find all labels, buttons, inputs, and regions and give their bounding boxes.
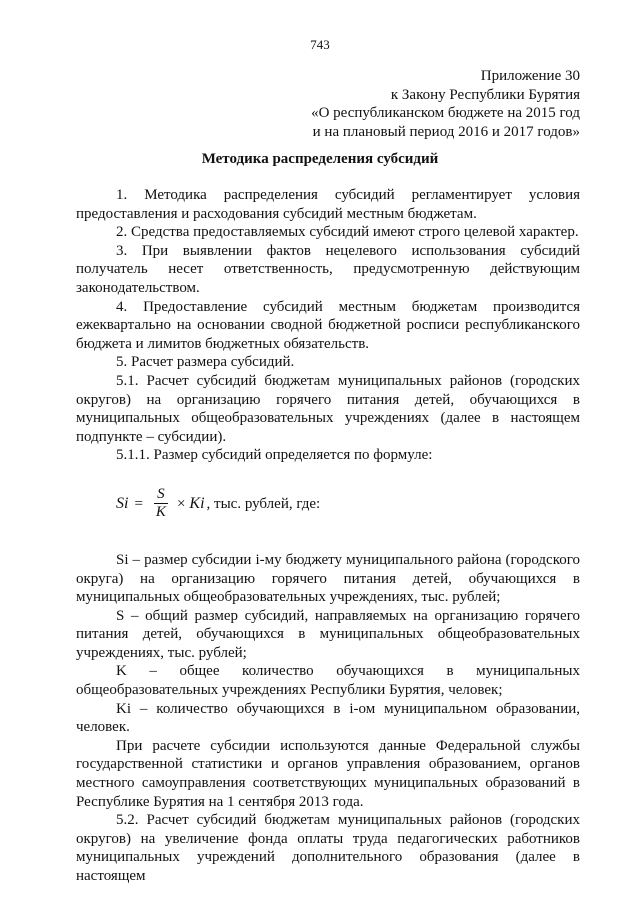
appendix-line: и на плановый период 2016 и 2017 годов» (312, 123, 580, 140)
formula-fraction (153, 486, 169, 521)
paragraph: 5. Расчет размера субсидий. (116, 354, 295, 371)
appendix-line: «О республиканском бюджете на 2015 год (311, 105, 580, 121)
paragraph: 1. Методика распределения субсидий регламентирует условия предоставления и расходования субсидий местным бюджетам. (76, 187, 580, 222)
formula-numerator: S (154, 486, 168, 504)
paragraph: K – общее количество обучающихся в муниципальных общеобразовательных учреждениях Республики Бурятия, человек; (76, 663, 580, 699)
paragraph: 5.1.1. Размер субсидий определяется по формуле: (116, 447, 433, 464)
appendix-header (140, 67, 580, 141)
document-body (76, 186, 580, 886)
paragraph: Ki – количество обучающихся в i-ом муниципальном образовании, человек. (76, 700, 580, 736)
document-title: Методика распределения субсидий (201, 151, 439, 167)
formula-factor: Ki (189, 494, 205, 512)
formula-lhs: Si (116, 494, 129, 512)
paragraph: 4. Предоставление субсидий местным бюджетам производится ежеквартально на основании сводной бюджетной росписи республиканского бюджета и лимитов бюджетных обязательств. (76, 298, 580, 352)
paragraph: Si – размер субсидии i-му бюджету муниципального района (городского округа) на организацию горячего питания детей, обучающихся в муниципальных общеобразовательных учреждениях, тыс. рублей; (76, 551, 580, 606)
formula-denominator: K (155, 504, 166, 521)
page-number: 743 (310, 37, 330, 52)
formula-tail: , тыс. рублей, где: (206, 495, 321, 512)
paragraph: При расчете субсидии используются данные Федеральной службы государственной статистики и органов управления образованием, органов местного самоуправления соответствующих муниципальных образований в Республике Бурятия на 1 сентября 2013 года. (76, 737, 580, 810)
paragraph: 5.2. Расчет субсидий бюджетам муниципальных районов (городских округов) на увеличение фонда оплаты труда педагогических работников муниципальных учреждений дополнительного образования (далее в настоящем (76, 812, 580, 884)
paragraph: 2. Средства предоставляемых субсидий имеют строго целевой характер. (116, 224, 579, 241)
paragraph: 5.1. Расчет субсидий бюджетам муниципальных районов (городских округов) на организацию горячего питания детей, обучающихся в муниципальных общеобразовательных учреждениях (далее в настоящем подпункте – субсидии). (76, 372, 580, 445)
paragraph: 3. При выявлении фактов нецелевого использования субсидий получатель несет ответственность, предусмотренную действующим законодательством. (76, 242, 580, 296)
formula-operator: × (176, 495, 186, 512)
appendix-line: Приложение 30 (480, 68, 580, 84)
formula-equals: = (134, 495, 143, 512)
formula (116, 475, 580, 533)
appendix-line: к Закону Республики Бурятия (390, 86, 580, 103)
paragraph: S – общий размер субсидий, направляемых на организацию горячего питания детей, обучающихся в муниципальных общеобразовательных учреждениях, тыс. рублей; (76, 607, 580, 661)
